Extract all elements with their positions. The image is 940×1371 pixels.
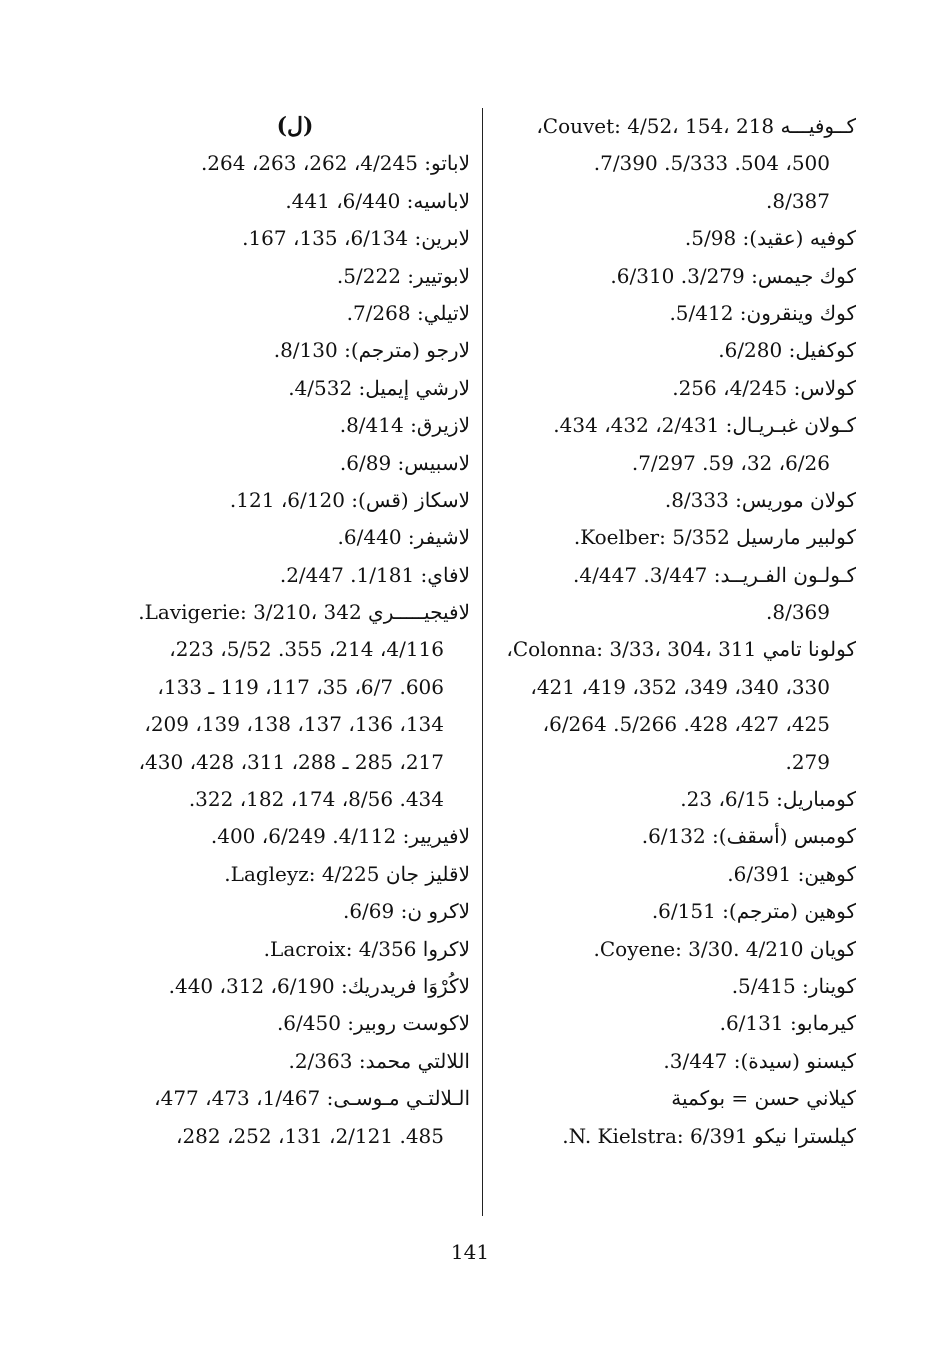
index-entry: اللالتي محمد: 2/363. — [288, 1048, 470, 1073]
index-entry-continuation: 606. 6/7، 35، 117، 119 ـ 133، — [157, 674, 444, 699]
index-entry: لاباتو: 4/245، 262، 263، 264. — [200, 151, 470, 176]
index-entry: لاقليز جان Lagleyz: 4/225. — [224, 861, 470, 886]
index-entry: كيلسترا نيكو N. Kielstra: 6/391. — [562, 1123, 856, 1148]
index-entry: لابوتيير: 5/222. — [336, 263, 470, 288]
index-entry: لابرين: 6/134، 135، 167. — [242, 226, 470, 251]
index-entry: الـلالتـي مـوسـى: 1/467، 473، 477، — [154, 1086, 470, 1111]
index-entry: كومباريل: 6/15، 23. — [680, 787, 856, 812]
index-entry: كــوفيـــه Couvet: 4/52، 154، 218، — [536, 114, 856, 138]
index-entry-continuation: 330، 340، 349، 352، 419، 421، — [530, 674, 830, 699]
index-entry-continuation: 4/116، 214، 355. 5/52، 223، — [169, 637, 444, 662]
index-entry: كولاس: 4/245، 256. — [672, 375, 856, 400]
index-entry: لاتيلي: 7/268. — [346, 300, 470, 325]
index-entry: كومبس (أسقف): 6/132. — [641, 824, 856, 849]
index-entry: لاشيفر: 6/440. — [337, 525, 470, 550]
index-entry-continuation: 434. 8/56، 174، 182، 322. — [188, 787, 444, 812]
index-entry: لاباسيه: 6/440، 441. — [285, 188, 470, 213]
index-entry-continuation: 8/387. — [766, 188, 830, 213]
index-entry: كوكفيل: 6/280. — [718, 338, 856, 363]
index-entry: كولونا تامي Colonna: 3/33، 304، 311، — [506, 637, 856, 662]
index-entry: لاكوست روبير: 6/450. — [276, 1011, 470, 1036]
index-entry: كويان Coyene: 3/30. 4/210. — [593, 936, 856, 961]
index-entry-continuation: 6/26، 32، 59. 7/297. — [631, 450, 830, 475]
index-column-left — [120, 108, 470, 1155]
index-entry-continuation: 485. 2/121، 131، 252، 282، — [175, 1123, 444, 1148]
index-entry: كوك وينقرون: 5/412. — [669, 300, 856, 325]
page-number: 141 — [450, 1240, 490, 1264]
index-entry: كوفيه (عقيد): 5/98. — [684, 226, 856, 251]
index-entry: لافاي: 1/181. 2/447. — [279, 562, 470, 587]
index-entry-continuation: 500، 504. 5/333. 7/390. — [593, 151, 830, 176]
index-entry-continuation: 134، 136، 137، 138، 139، 209، — [144, 712, 444, 737]
index-entry: كوك جيمس: 3/279. 6/310. — [610, 263, 856, 288]
index-entry: لافيريير: 4/112. 6/249، 400. — [210, 824, 470, 849]
column-divider — [482, 108, 483, 1216]
index-entry: لافيجيـــــري Lavigerie: 3/210، 342. — [138, 600, 470, 625]
index-entry: كيلاني حسن = بوكمية — [671, 1086, 856, 1111]
index-entry: لازيرق: 8/414. — [339, 413, 470, 438]
index-entry: كولبير مارسيل Koelber: 5/352. — [573, 525, 856, 550]
index-entry: كيسنو (سيدة): 3/447. — [663, 1048, 856, 1073]
index-entry: لارشي إيميل: 4/532. — [288, 375, 470, 400]
index-entry: كوينار: 5/415. — [731, 973, 856, 998]
index-entry-continuation: 8/369. — [766, 600, 830, 625]
index-entry: لاكُرْوَا فريدريك: 6/190، 312، 440. — [168, 973, 470, 998]
index-entry: كوهين: 6/391. — [727, 861, 856, 886]
index-entry: لاسبيس: 6/89. — [339, 450, 470, 475]
index-column-right — [504, 108, 856, 1155]
index-entry: كولان موريس: 8/333. — [664, 487, 856, 512]
index-entry: لاكرو ن: 6/69. — [342, 899, 470, 924]
index-entry-continuation: 217، 285 ـ 288، 311، 428، 430، — [138, 749, 444, 774]
index-entry: لاكروا Lacroix: 4/356. — [263, 936, 470, 961]
index-entry: كوهين (مترجم): 6/151. — [651, 899, 856, 924]
letter-heading: (ل) — [276, 113, 314, 139]
index-entry: كـولـون الفـريــد: 3/447. 4/447. — [573, 562, 856, 587]
index-entry: لاسكاز (قس): 6/120، 121. — [229, 487, 470, 512]
index-entry: لارجو (مترجم): 8/130. — [273, 338, 470, 363]
index-entry: كيرمابو: 6/131. — [719, 1011, 856, 1036]
index-entry-continuation: 425، 427، 428. 5/266. 6/264، — [542, 712, 830, 737]
index-entry: كـولان غبـريـال: 2/431، 432، 434. — [553, 413, 856, 438]
index-entry-continuation: 279. — [785, 749, 830, 774]
